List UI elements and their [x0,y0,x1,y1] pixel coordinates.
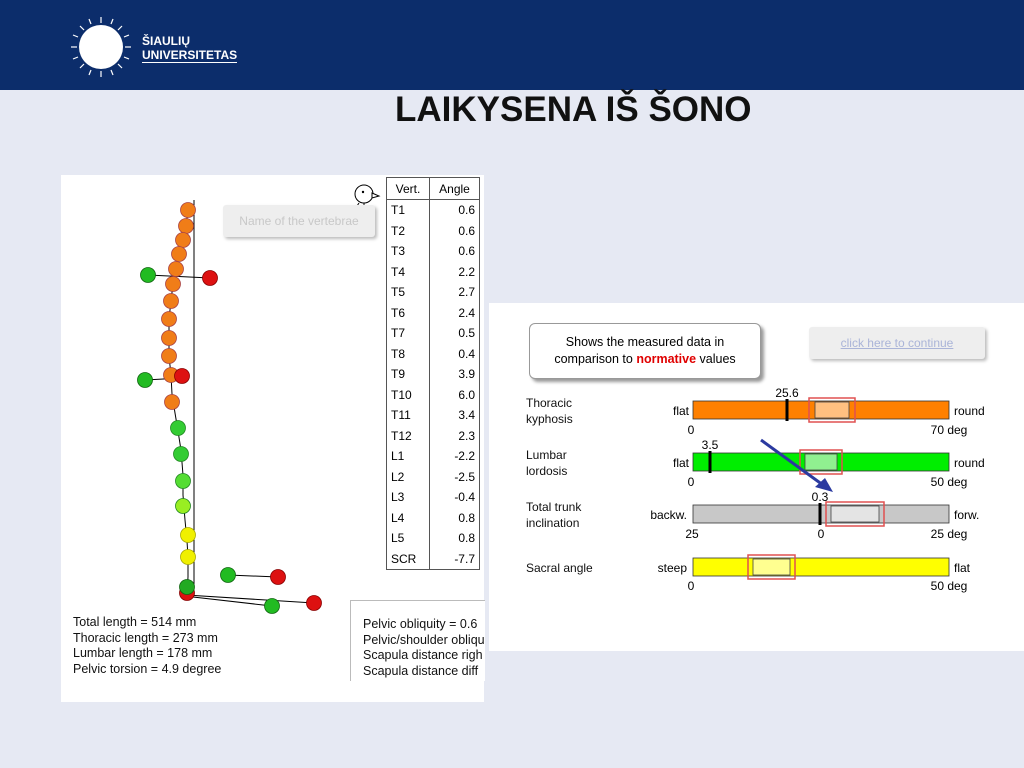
norm-fill [815,402,849,418]
table-row [387,323,480,344]
info-line2-prefix: comparison to [554,352,637,366]
table-row [387,241,480,262]
table-row [387,508,480,529]
vertebra-angle: 0.5 [458,326,475,341]
scapula-marker [175,369,190,384]
right-label: round [954,404,985,418]
vertebra-marker [181,550,196,565]
university-name-line2: UNIVERSITETAS [142,48,238,62]
max-label: 25 deg [930,527,968,541]
bar-trunk [650,490,979,541]
right-label: round [954,456,985,470]
vertebra-angle-table [386,177,480,570]
vertebra-name: T4 [387,262,430,283]
min-label: 0 [687,579,695,593]
vertebra-marker [162,331,177,346]
norm-fill [805,454,837,470]
vertebra-name: SCR [387,549,430,570]
table-row [387,385,480,406]
pelvis-marker [221,568,236,583]
column-header-vert: Vert. [387,178,430,200]
vertebra-angle: 0.4 [458,346,475,361]
vertebra-name: L2 [387,467,430,488]
min-label: 25 [685,527,699,541]
table-row [387,262,480,283]
scapula-distance-diff: Scapula distance diff [363,663,479,678]
column-header-angle: Angle [430,178,480,200]
vertebra-name: T3 [387,241,430,262]
info-line1: Shows the measured data in [565,335,725,349]
vertebra-angle: 2.7 [458,285,475,300]
pelvis-marker [271,570,286,585]
vertebra-marker [172,247,187,262]
max-label: 50 deg [930,475,968,489]
lumbar-length: Lumbar length = 178 mm [73,646,213,660]
vertebra-marker [162,349,177,364]
thoracic-length: Thoracic length = 273 mm [73,630,218,645]
vertebra-angle: -7.7 [454,551,475,566]
vertebra-angle: -0.4 [454,490,475,505]
vertebra-angle: 0.6 [458,223,475,238]
norm-fill [831,506,879,522]
norm-fill [753,559,790,575]
table-row [387,303,480,324]
left-label: flat [672,404,689,418]
measure-label-lumbar: Lumbar lordosis [526,448,568,478]
pelvic-shoulder-obliquity: Pelvic/shoulder obliqu [363,632,485,647]
vertebra-name: T5 [387,282,430,303]
table-row [387,426,480,447]
table-row [387,282,480,303]
max-label: 50 deg [930,579,968,593]
vertebra-angle: 6.0 [458,387,475,402]
vertebra-name: T11 [387,405,430,426]
total-length: Total length = 514 mm [73,615,197,629]
vertebra-marker [181,203,196,218]
vertebra-name: T1 [387,200,430,221]
value-label: 25.6 [775,386,799,400]
table-row [387,200,480,221]
bar-lumbar [673,438,985,489]
pelvic-obliquity: Pelvic obliquity = 0.6 [363,617,478,631]
table-row [387,364,480,385]
max-label: 70 deg [930,423,968,437]
university-name [142,34,237,63]
vertebra-name: T8 [387,344,430,365]
vertebra-angle: 3.9 [458,367,475,382]
obliquity-stats [350,600,485,681]
left-label: backw. [650,508,687,522]
university-name-line1: ŠIAULIŲ [142,34,190,48]
bar-sacral [658,555,971,593]
bar-thoracic [673,386,985,437]
mid-label: 0 [817,527,825,541]
vertebra-angle: 2.4 [458,305,475,320]
length-stats [73,615,221,677]
table-row [387,467,480,488]
table-row [387,528,480,549]
scapula-marker [138,373,153,388]
vertebra-marker [169,262,184,277]
vertebra-marker [164,294,179,309]
shoulder-marker [141,268,156,283]
vertebra-name: L3 [387,487,430,508]
vertebra-angle: 0.6 [458,203,475,218]
bird-icon[interactable] [351,179,383,207]
table-row [387,405,480,426]
value-label: 3.5 [701,438,719,452]
slide-title: LAIKYSENA IŠ ŠONO [395,90,752,129]
vertebra-marker [171,421,186,436]
vertebra-marker [165,395,180,410]
vertebra-name: T12 [387,426,430,447]
bar-fill [693,558,949,576]
vertebra-marker [176,499,191,514]
vertebra-name: L1 [387,446,430,467]
vertebra-name: T7 [387,323,430,344]
min-label: 0 [687,423,695,437]
vertebra-angle: -2.2 [454,449,475,464]
vertebra-marker [179,219,194,234]
vertebra-angle: -2.5 [454,469,475,484]
vertebra-angle: 0.8 [458,510,475,525]
vertebra-marker [174,447,189,462]
measure-label-thoracic: Thoracic kyphosis [526,396,573,426]
table-row [387,344,480,365]
table-row [387,487,480,508]
measure-bars [489,303,1024,651]
table-row [387,446,480,467]
pelvic-torsion: Pelvic torsion = 4.9 degree [73,661,222,676]
vertebra-angle: 0.6 [458,244,475,259]
vertebra-marker [166,277,181,292]
vertebra-angle: 2.2 [458,264,475,279]
right-label: forw. [954,508,980,522]
vertebra-marker [176,474,191,489]
vertebra-name-tooltip: Name of the vertebrae [223,205,375,237]
measure-label-trunk: Total trunk inclination [526,500,582,530]
vertebra-name: T6 [387,303,430,324]
left-label: flat [672,456,689,470]
spine-analysis-panel [61,175,484,702]
table-row [387,549,480,570]
table-row [387,221,480,242]
vertebra-angle: 0.8 [458,531,475,546]
vertebra-name: L4 [387,508,430,529]
right-label: flat [954,561,971,575]
normative-highlight: normative [636,352,697,366]
value-label: 0.3 [811,490,829,504]
vertebra-angle: 3.4 [458,408,475,423]
vertebra-marker [162,312,177,327]
pelvis-marker [265,599,280,614]
university-sun-logo [68,14,134,80]
shoulder-marker [203,271,218,286]
pelvis-marker [307,596,322,611]
info-line2-suffix: values [696,352,736,366]
vertebra-name: T9 [387,364,430,385]
vertebra-name: T2 [387,221,430,242]
vertebra-marker [180,580,195,595]
vertebra-name: T10 [387,385,430,406]
normative-comparison-panel [489,303,1024,651]
measure-label-sacral: Sacral angle [526,561,593,575]
vertebra-name: L5 [387,528,430,549]
vertebra-markers [138,203,322,614]
min-label: 0 [687,475,695,489]
vertebra-marker [181,528,196,543]
continue-button[interactable]: click here to continue [809,327,985,359]
vertebra-marker [176,233,191,248]
vertebra-angle: 2.3 [458,428,475,443]
left-label: steep [657,561,687,575]
scapula-distance-right: Scapula distance righ [363,648,483,662]
